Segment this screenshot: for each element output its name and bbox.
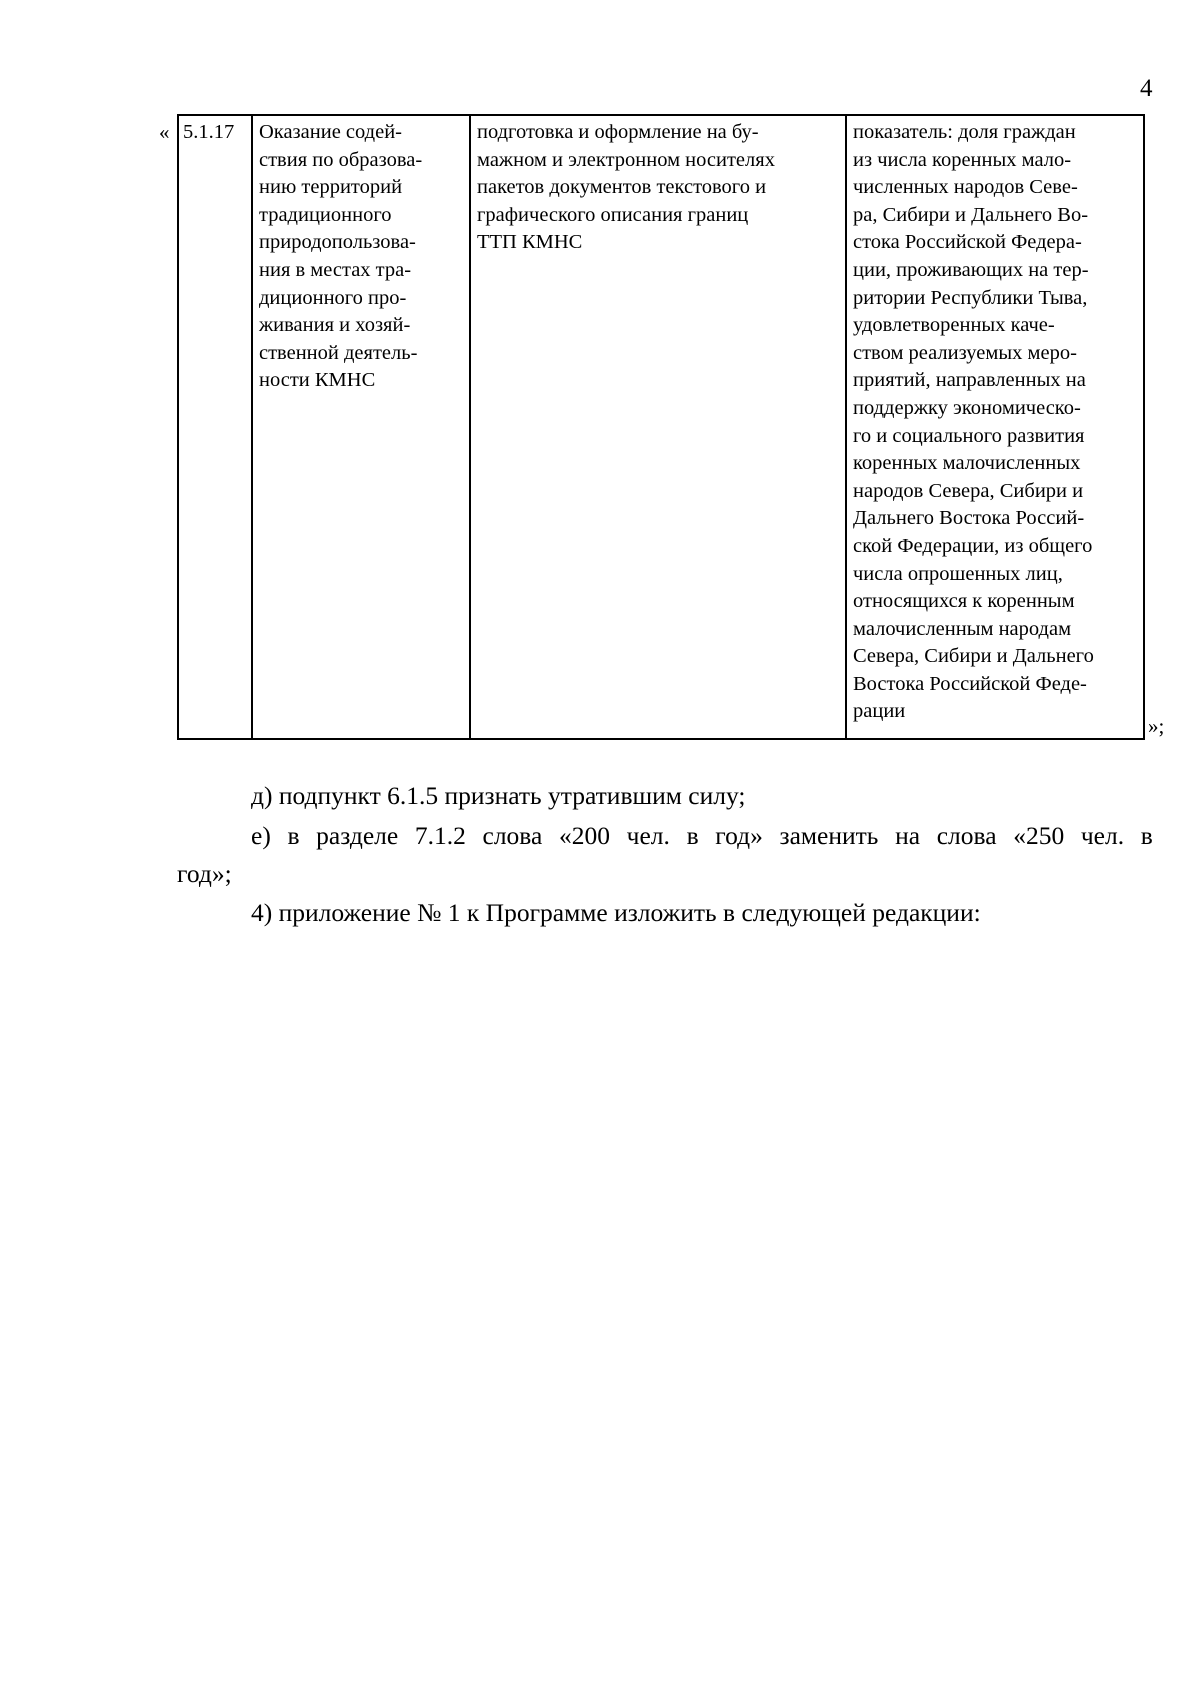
indicator-line: удовлетворенных каче- (853, 314, 1055, 337)
measure-name-line: ния в местах тра- (259, 258, 412, 281)
paragraph-d: д) подпункт 6.1.5 признать утратившим силу; (251, 781, 746, 810)
action-line: пакетов документов текстового и (477, 176, 767, 199)
indicator-line: ра, Сибири и Дальнего Во- (853, 203, 1089, 226)
measure-name-line: живания и хозяй- (259, 314, 411, 337)
paragraph-e-continuation: год»; (177, 859, 232, 888)
indicator-line: ции, проживающих на тер- (853, 258, 1089, 281)
indicator-line: ской Федерации, из общего (853, 534, 1093, 557)
indicator-line: рации (853, 700, 906, 723)
indicator-line: Востока Российской Феде- (853, 672, 1087, 695)
indicator-line: ством реализуемых меро- (853, 341, 1077, 364)
item-number-cell (178, 115, 252, 739)
indicator-line: поддержку экономическо- (853, 396, 1081, 419)
measure-name-line: природопользова- (259, 231, 416, 254)
indicator-line: из числа коренных мало- (853, 148, 1072, 171)
indicator-line: стока Российской Федера- (853, 231, 1082, 254)
action-line: мажном и электронном носителях (477, 148, 775, 171)
action-line: графического описания границ (477, 203, 749, 226)
indicator-line: народов Севера, Сибири и (853, 479, 1084, 502)
indicator-line: ритории Республики Тыва, (853, 286, 1088, 309)
paragraph-e-word: год» (715, 821, 763, 850)
paragraph-e-word: 7.1.2 (414, 821, 466, 850)
action-line: подготовка и оформление на бу- (477, 121, 759, 143)
indicator-line: показатель: доля граждан (853, 121, 1076, 143)
opening-quote-mark: « (159, 120, 170, 144)
paragraph-e-word: в (1140, 821, 1153, 850)
indicator-line: го и социального развития (853, 424, 1085, 447)
paragraph-e-word: разделе (316, 821, 399, 850)
paragraph-e-word: заменить (779, 821, 879, 850)
measure-name-line: ствия по образова- (259, 148, 423, 171)
measure-name-line: ности КМНС (259, 369, 376, 392)
paragraph-e-word: «250 (1013, 821, 1065, 850)
paragraph-e-word: слова (936, 821, 997, 850)
measure-name-line: диционного про- (259, 286, 407, 309)
paragraph-e-first-line (177, 819, 1153, 853)
item-number: 5.1.17 (183, 121, 235, 143)
measure-name-line: традиционного (259, 203, 392, 226)
indicator-line: приятий, направленных на (853, 369, 1086, 392)
indicator-line: числа опрошенных лиц, (853, 562, 1063, 585)
action-cell (470, 115, 846, 739)
measure-name-cell (252, 115, 470, 739)
table-row (178, 115, 1144, 739)
page-number: 4 (1140, 75, 1153, 102)
indicator-line: Севера, Сибири и Дальнего (853, 645, 1094, 668)
paragraph-e-word: на (895, 821, 921, 850)
amendment-table (177, 114, 1145, 740)
paragraph-e-word: е) (251, 821, 271, 850)
measure-name-line: ственной деятель- (259, 341, 418, 364)
paragraph-e-word: в (686, 821, 699, 850)
indicator-line: относящихся к коренным (853, 590, 1075, 613)
paragraph-e-word: чел. (626, 821, 670, 850)
paragraph-e-word: слова (482, 821, 543, 850)
closing-quote-mark: »; (1148, 714, 1165, 738)
indicator-line: Дальнего Востока Россий- (853, 507, 1085, 530)
measure-name-line: нию территорий (259, 176, 403, 199)
paragraph-e-word: в (287, 821, 300, 850)
indicator-line: коренных малочисленных (853, 452, 1081, 475)
paragraph-item-4: 4) приложение № 1 к Программе изложить в следующей редакции: (251, 898, 981, 927)
indicator-line: численных народов Севе- (853, 176, 1078, 199)
paragraph-e-word: «200 (559, 821, 610, 850)
paragraph-e-word: чел. (1080, 821, 1125, 850)
indicator-line: малочисленным народам (853, 617, 1072, 640)
measure-name-line: Оказание содей- (259, 121, 402, 143)
action-line: ТТП КМНС (477, 231, 583, 254)
indicator-cell (846, 115, 1144, 739)
